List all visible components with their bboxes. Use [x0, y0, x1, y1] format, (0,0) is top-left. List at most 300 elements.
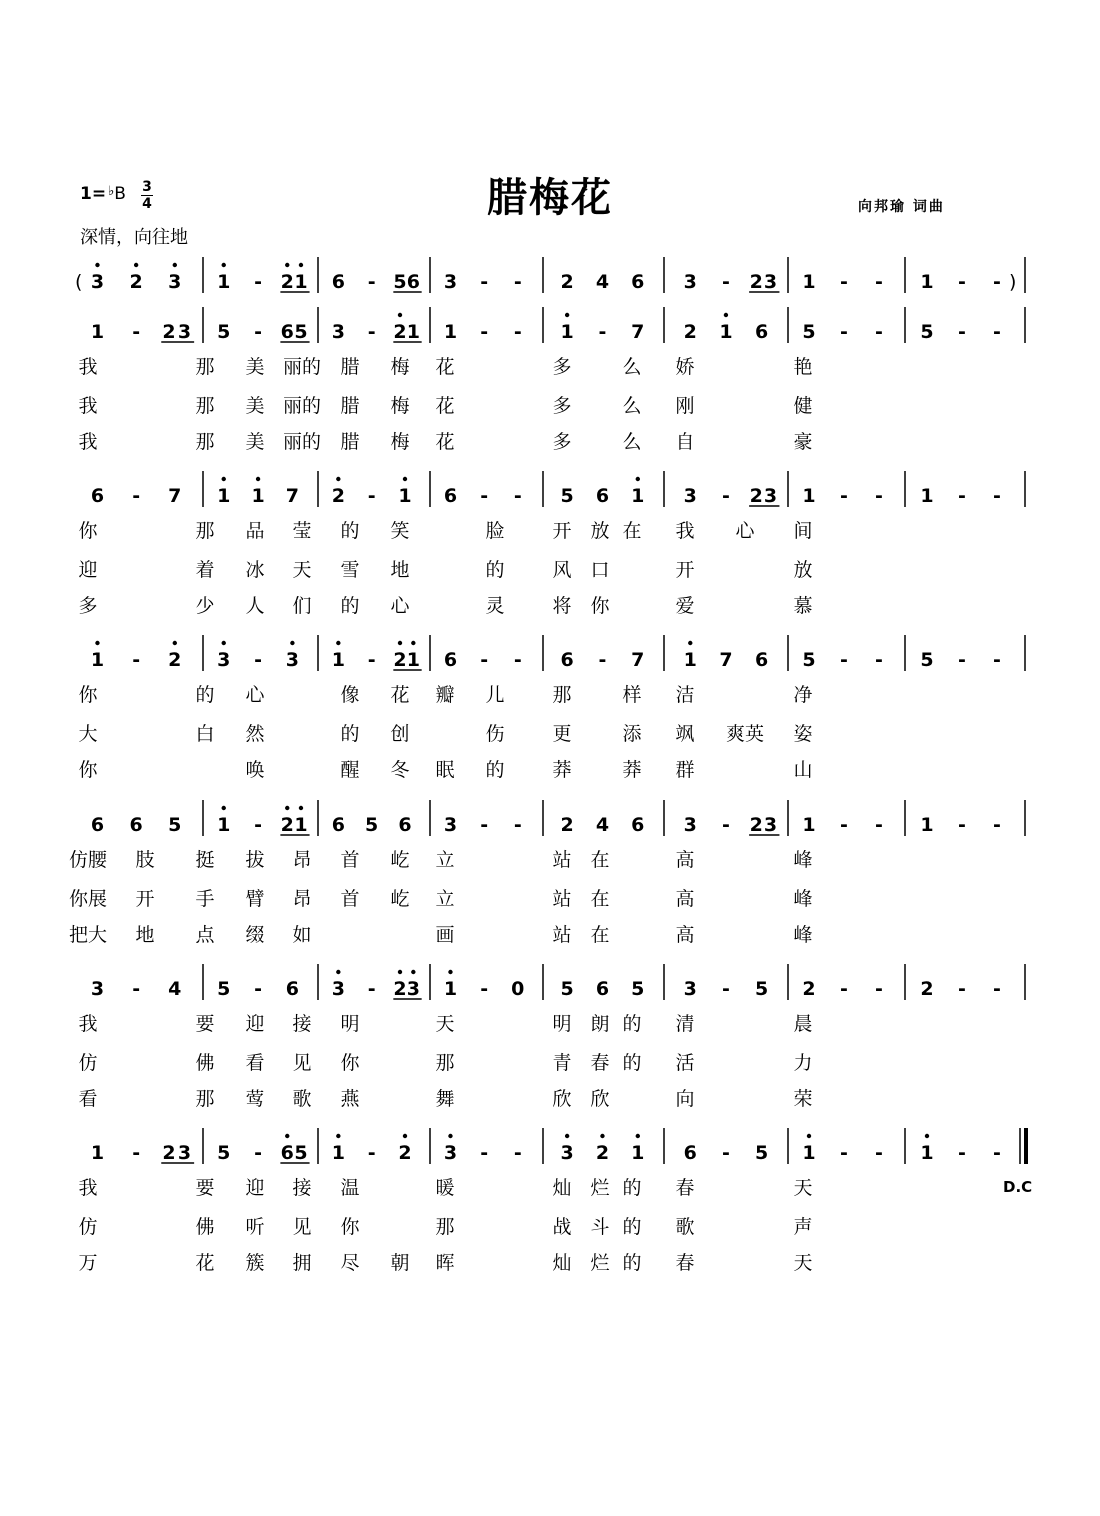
note: 4 [595, 814, 610, 836]
high-octave-dot [222, 806, 226, 810]
lyric-word: 那 [195, 431, 215, 453]
note: 2 [280, 814, 294, 836]
lyric-word: 欣 [552, 1088, 572, 1110]
note: 1 [443, 978, 458, 1000]
hold-dash: - [513, 814, 522, 836]
note: 2 [129, 271, 143, 293]
hold-dash: - [254, 1142, 263, 1164]
note: 1 [90, 1142, 105, 1164]
lyric-word: 高 [675, 924, 695, 946]
hold-dash: - [958, 321, 966, 343]
note: 5 [217, 321, 231, 343]
high-octave-dot [636, 477, 640, 481]
lyric-word: 荣 [793, 1088, 813, 1110]
note: 2 [162, 321, 176, 343]
lyric-word: 开 [675, 559, 695, 581]
lyric-word: 我 [78, 395, 98, 417]
lyric-word: 画 [435, 924, 455, 946]
note: 6 [331, 814, 345, 836]
note: 6 [443, 649, 458, 671]
lyric-word: 拔 [245, 849, 265, 871]
lyric-word: 接 [292, 1177, 312, 1199]
note: 2 [331, 485, 345, 507]
hold-dash: - [875, 978, 883, 1000]
lyric-word: 站 [552, 924, 572, 946]
lyric-word: 多 [552, 431, 572, 453]
high-octave-dot [95, 641, 99, 645]
note: 7 [631, 321, 645, 343]
lyric-word: 那 [435, 1052, 455, 1074]
lyric-word: 缀 [245, 924, 265, 946]
lyric-word: 向 [675, 1088, 695, 1110]
lyric-word: 么 [622, 356, 642, 378]
lyric-word: 挺 [195, 849, 215, 871]
lyric-word: 肢 [135, 849, 155, 871]
lyric-word: 尽 [340, 1252, 360, 1274]
note: 2 [162, 1142, 176, 1164]
lyric-word: 多 [552, 395, 572, 417]
note: 3 [90, 978, 105, 1000]
note: 1 [331, 1142, 345, 1164]
lyric-word: 把大 [68, 924, 108, 946]
note: 2 [749, 485, 763, 507]
hold-dash: - [993, 649, 1001, 671]
key-prefix: 1= [80, 184, 107, 204]
hold-dash: - [993, 485, 1001, 507]
note: 6 [280, 321, 294, 343]
hold-dash: - [367, 485, 376, 507]
lyric-word: 昂 [292, 849, 312, 871]
lyric-word: 风 [552, 559, 572, 581]
lyric-word: 佛 [195, 1216, 215, 1238]
lyric-word: 峰 [793, 924, 813, 946]
note: 2 [168, 649, 182, 671]
note: 3 [177, 1142, 192, 1164]
note: 5 [168, 814, 182, 836]
lyric-word: 首 [340, 849, 360, 871]
note: 5 [754, 1142, 769, 1164]
lyric-word: 的 [340, 595, 360, 617]
lyric-word: 的 [195, 684, 215, 706]
hold-dash: - [598, 649, 607, 671]
lyric-word: 你 [340, 1216, 360, 1238]
lyric-word: 峰 [793, 888, 813, 910]
hold-dash: - [840, 321, 848, 343]
lyric-word: 我 [78, 431, 98, 453]
note: 1 [90, 321, 105, 343]
lyric-word: 天 [435, 1013, 455, 1035]
lyric-word: 点 [195, 924, 215, 946]
note: 2 [749, 814, 763, 836]
lyric-word: 朝 [390, 1252, 410, 1274]
lyric-word: 灿 [552, 1252, 572, 1274]
lyric-word: 么 [622, 431, 642, 453]
lyric-word: 声 [793, 1216, 813, 1238]
high-octave-dot [411, 970, 415, 974]
note: 1 [217, 271, 231, 293]
note: 5 [560, 978, 574, 1000]
lyric-word: 燕 [340, 1088, 360, 1110]
hold-dash: - [721, 271, 730, 293]
hold-dash: - [958, 271, 966, 293]
hold-dash: - [132, 1142, 141, 1164]
lyric-word: 高 [675, 888, 695, 910]
lyric-word: 温 [340, 1177, 360, 1199]
open-paren: ( [75, 271, 83, 293]
high-octave-dot [95, 263, 99, 267]
lyric-word: 欣 [590, 1088, 610, 1110]
lyric-word: 的 [622, 1013, 642, 1035]
lyric-word: 地 [390, 559, 410, 581]
lyric-word: 那 [552, 684, 572, 706]
high-octave-dot [448, 1134, 452, 1138]
composer-credit: 向邦瑜 词曲 [858, 199, 945, 215]
lyric-word: 飒 [675, 723, 695, 745]
note: 5 [294, 321, 308, 343]
lyric-word: 净 [793, 684, 813, 706]
hold-dash: - [598, 321, 607, 343]
note: 2 [595, 1142, 610, 1164]
note: 2 [393, 649, 407, 671]
hold-dash: - [132, 485, 141, 507]
high-octave-dot [336, 641, 340, 645]
lyric-word: 灵 [485, 595, 505, 617]
lyric-word: 脸 [485, 520, 505, 542]
lyric-word: 看 [245, 1052, 265, 1074]
lyric-word: 立 [435, 849, 455, 871]
lyric-word: 你 [78, 520, 98, 542]
lyric-word: 天 [793, 1177, 813, 1199]
hold-dash: - [480, 649, 489, 671]
lyric-word: 站 [552, 888, 572, 910]
hold-dash: - [480, 485, 489, 507]
lyric-word: 自 [675, 431, 695, 453]
lyric-word: 立 [435, 888, 455, 910]
hold-dash: - [254, 321, 263, 343]
lyric-word: 你 [340, 1052, 360, 1074]
hold-dash: - [958, 978, 966, 1000]
lyric-word: 大 [78, 723, 98, 745]
note: 2 [683, 321, 697, 343]
high-octave-dot [336, 1134, 340, 1138]
lyric-word: 笑 [390, 520, 410, 542]
hold-dash: - [480, 1142, 489, 1164]
page-title: 腊梅花 [487, 175, 613, 221]
lyric-word: 那 [195, 520, 215, 542]
note: 1 [217, 485, 231, 507]
lyric-word: 心 [735, 520, 755, 542]
lyric-word: 美 [245, 356, 265, 378]
lyric-word: 晨 [793, 1013, 813, 1035]
hold-dash: - [132, 649, 141, 671]
lyric-word: 天 [292, 559, 312, 581]
lyric-word: 我 [78, 356, 98, 378]
lyric-word: 在 [622, 520, 642, 542]
lyric-word: 屹 [390, 849, 410, 871]
note: 3 [443, 1142, 458, 1164]
note: 1 [331, 649, 345, 671]
lyric-word: 慕 [793, 595, 813, 617]
high-octave-dot [285, 263, 289, 267]
hold-dash: - [132, 321, 141, 343]
lyric-word: 的 [622, 1177, 642, 1199]
note: 1 [802, 485, 816, 507]
note: 3 [683, 271, 697, 293]
high-octave-dot [565, 1134, 569, 1138]
da-capo-marking: D.C [1003, 1178, 1033, 1196]
lyric-word: 在 [590, 888, 610, 910]
lyric-word: 爱 [675, 595, 695, 617]
lyric-word: 莺 [245, 1088, 265, 1110]
lyric-word: 儿 [485, 684, 505, 706]
lyric-word: 你展 [68, 888, 108, 910]
lyric-word: 娇 [675, 356, 695, 378]
high-octave-dot [336, 970, 340, 974]
lyric-word: 群 [675, 759, 695, 781]
lyric-word: 拥 [292, 1252, 312, 1274]
lyric-word: 我 [78, 1177, 98, 1199]
hold-dash: - [875, 485, 883, 507]
note: 1 [920, 271, 934, 293]
lyric-word: 那 [195, 1088, 215, 1110]
note: 1 [920, 1142, 934, 1164]
hold-dash: - [875, 271, 883, 293]
high-octave-dot [398, 641, 402, 645]
note: 1 [251, 485, 265, 507]
lyric-word: 美 [245, 431, 265, 453]
hold-dash: - [993, 271, 1001, 293]
note: 3 [285, 649, 300, 671]
lyric-word: 的 [622, 1216, 642, 1238]
lyric-word: 丽的 [282, 356, 322, 378]
lyric-word: 迎 [245, 1177, 265, 1199]
lyric-word: 人 [245, 595, 265, 617]
lyric-word: 梅 [390, 356, 410, 378]
note: 3 [560, 1142, 574, 1164]
lyric-word: 瓣 [435, 684, 455, 706]
lyric-word: 的 [340, 723, 360, 745]
note: 1 [920, 485, 934, 507]
note: 5 [217, 1142, 231, 1164]
lyric-word: 春 [675, 1252, 695, 1274]
hold-dash: - [993, 978, 1001, 1000]
lyric-word: 的 [340, 520, 360, 542]
note: 6 [90, 814, 105, 836]
lyric-word: 明 [340, 1013, 360, 1035]
note: 3 [683, 978, 697, 1000]
lyric-word: 那 [195, 356, 215, 378]
note: 3 [443, 814, 458, 836]
hold-dash: - [875, 814, 883, 836]
note: 1 [802, 814, 816, 836]
hold-dash: - [958, 814, 966, 836]
note: 2 [398, 1142, 412, 1164]
lyric-word: 醒 [340, 759, 360, 781]
note: 5 [920, 321, 934, 343]
lyric-word: 的 [485, 559, 505, 581]
hold-dash: - [840, 271, 848, 293]
note: 1 [398, 485, 412, 507]
lyric-word: 要 [195, 1177, 215, 1199]
note: 1 [443, 321, 458, 343]
lyric-word: 我 [78, 1013, 98, 1035]
lyric-word: 佛 [195, 1052, 215, 1074]
flat-icon: ♭ [108, 184, 115, 199]
lyric-word: 见 [292, 1216, 312, 1238]
hold-dash: - [958, 485, 966, 507]
lyric-word: 花 [435, 395, 455, 417]
hold-dash: - [840, 1142, 848, 1164]
high-octave-dot [222, 641, 226, 645]
high-octave-dot [398, 970, 402, 974]
lyric-word: 峰 [793, 849, 813, 871]
lyric-word: 暖 [435, 1177, 455, 1199]
lyric-word: 手 [195, 888, 215, 910]
lyric-word: 屹 [390, 888, 410, 910]
hold-dash: - [840, 649, 848, 671]
lyric-word: 烂 [590, 1252, 610, 1274]
lyric-word: 刚 [675, 395, 695, 417]
note: 1 [294, 814, 308, 836]
hold-dash: - [958, 649, 966, 671]
hold-dash: - [367, 649, 376, 671]
note: 1 [294, 271, 308, 293]
note: 6 [90, 485, 105, 507]
note: 6 [443, 485, 458, 507]
note: 3 [168, 271, 182, 293]
lyric-word: 间 [793, 520, 813, 542]
note: 3 [763, 485, 778, 507]
note: 5 [365, 814, 379, 836]
lyric-word: 山 [793, 759, 813, 781]
note: 5 [294, 1142, 308, 1164]
lyric-word: 首 [340, 888, 360, 910]
lyric-word: 丽的 [282, 431, 322, 453]
hold-dash: - [875, 1142, 883, 1164]
lyric-word: 臂 [245, 888, 265, 910]
lyric-word: 那 [195, 395, 215, 417]
high-octave-dot [411, 641, 415, 645]
note: 7 [719, 649, 733, 671]
lyric-word: 唤 [245, 759, 265, 781]
high-octave-dot [403, 1134, 407, 1138]
hold-dash: - [993, 1142, 1001, 1164]
hold-dash: - [254, 271, 263, 293]
note: 6 [398, 814, 412, 836]
high-octave-dot [724, 313, 728, 317]
hold-dash: - [480, 271, 489, 293]
high-octave-dot [222, 477, 226, 481]
lyric-word: 创 [390, 723, 410, 745]
hold-dash: - [721, 1142, 730, 1164]
note: 6 [280, 1142, 294, 1164]
lyric-word: 春 [590, 1052, 610, 1074]
lyric-word: 白 [195, 723, 215, 745]
lyric-word: 品 [245, 520, 265, 542]
lyric-word: 们 [292, 595, 312, 617]
lyric-word: 梅 [390, 431, 410, 453]
lyric-word: 战 [552, 1216, 572, 1238]
lyric-word: 斗 [590, 1216, 610, 1238]
note: 4 [168, 978, 182, 1000]
lyric-word: 那 [435, 1216, 455, 1238]
lyric-word: 歌 [292, 1088, 312, 1110]
lyric-word: 歌 [675, 1216, 695, 1238]
lyric-word: 仿腰 [68, 849, 108, 871]
lyric-word: 灿 [552, 1177, 572, 1199]
hold-dash: - [721, 814, 730, 836]
high-octave-dot [299, 806, 303, 810]
high-octave-dot [398, 313, 402, 317]
note: 1 [631, 1142, 645, 1164]
lyric-word: 高 [675, 849, 695, 871]
lyric-word: 腊 [340, 395, 360, 417]
note: 5 [920, 649, 934, 671]
note: 2 [393, 978, 407, 1000]
note: 1 [560, 321, 574, 343]
high-octave-dot [285, 806, 289, 810]
hold-dash: - [721, 485, 730, 507]
lyric-word: 的 [622, 1252, 642, 1274]
hold-dash: - [958, 1142, 966, 1164]
lyric-word: 的 [485, 759, 505, 781]
lyric-word: 的 [622, 1052, 642, 1074]
note: 1 [920, 814, 934, 836]
lyric-word: 力 [793, 1052, 813, 1074]
lyric-word: 伤 [485, 723, 505, 745]
hold-dash: - [875, 321, 883, 343]
hold-dash: - [254, 978, 263, 1000]
note: 1 [719, 321, 733, 343]
hold-dash: - [480, 814, 489, 836]
lyric-word: 活 [675, 1052, 695, 1074]
lyric-word: 着 [195, 559, 215, 581]
lyric-word: 在 [590, 924, 610, 946]
high-octave-dot [565, 313, 569, 317]
hold-dash: - [513, 485, 522, 507]
high-octave-dot [688, 641, 692, 645]
note: 5 [560, 485, 574, 507]
high-octave-dot [600, 1134, 604, 1138]
note: 6 [631, 271, 645, 293]
lyric-word: 我 [675, 520, 695, 542]
hold-dash: - [254, 649, 263, 671]
lyric-word: 口 [590, 559, 610, 581]
lyric-word: 少 [195, 595, 215, 617]
note: 3 [217, 649, 231, 671]
hold-dash: - [993, 321, 1001, 343]
lyric-word: 烂 [590, 1177, 610, 1199]
hold-dash: - [367, 271, 376, 293]
lyric-word: 多 [78, 595, 98, 617]
note: 5 [393, 271, 407, 293]
lyric-word: 豪 [793, 431, 813, 453]
lyric-word: 地 [135, 924, 155, 946]
note: 1 [217, 814, 231, 836]
note: 6 [406, 271, 420, 293]
note: 6 [683, 1142, 697, 1164]
lyric-word: 莽 [622, 759, 642, 781]
lyric-word: 站 [552, 849, 572, 871]
note: 2 [280, 271, 294, 293]
note: 6 [754, 649, 769, 671]
lyric-word: 更 [552, 723, 572, 745]
hold-dash: - [875, 649, 883, 671]
note: 5 [631, 978, 645, 1000]
note: 1 [802, 271, 816, 293]
lyric-word: 像 [340, 684, 360, 706]
note: 5 [754, 978, 769, 1000]
